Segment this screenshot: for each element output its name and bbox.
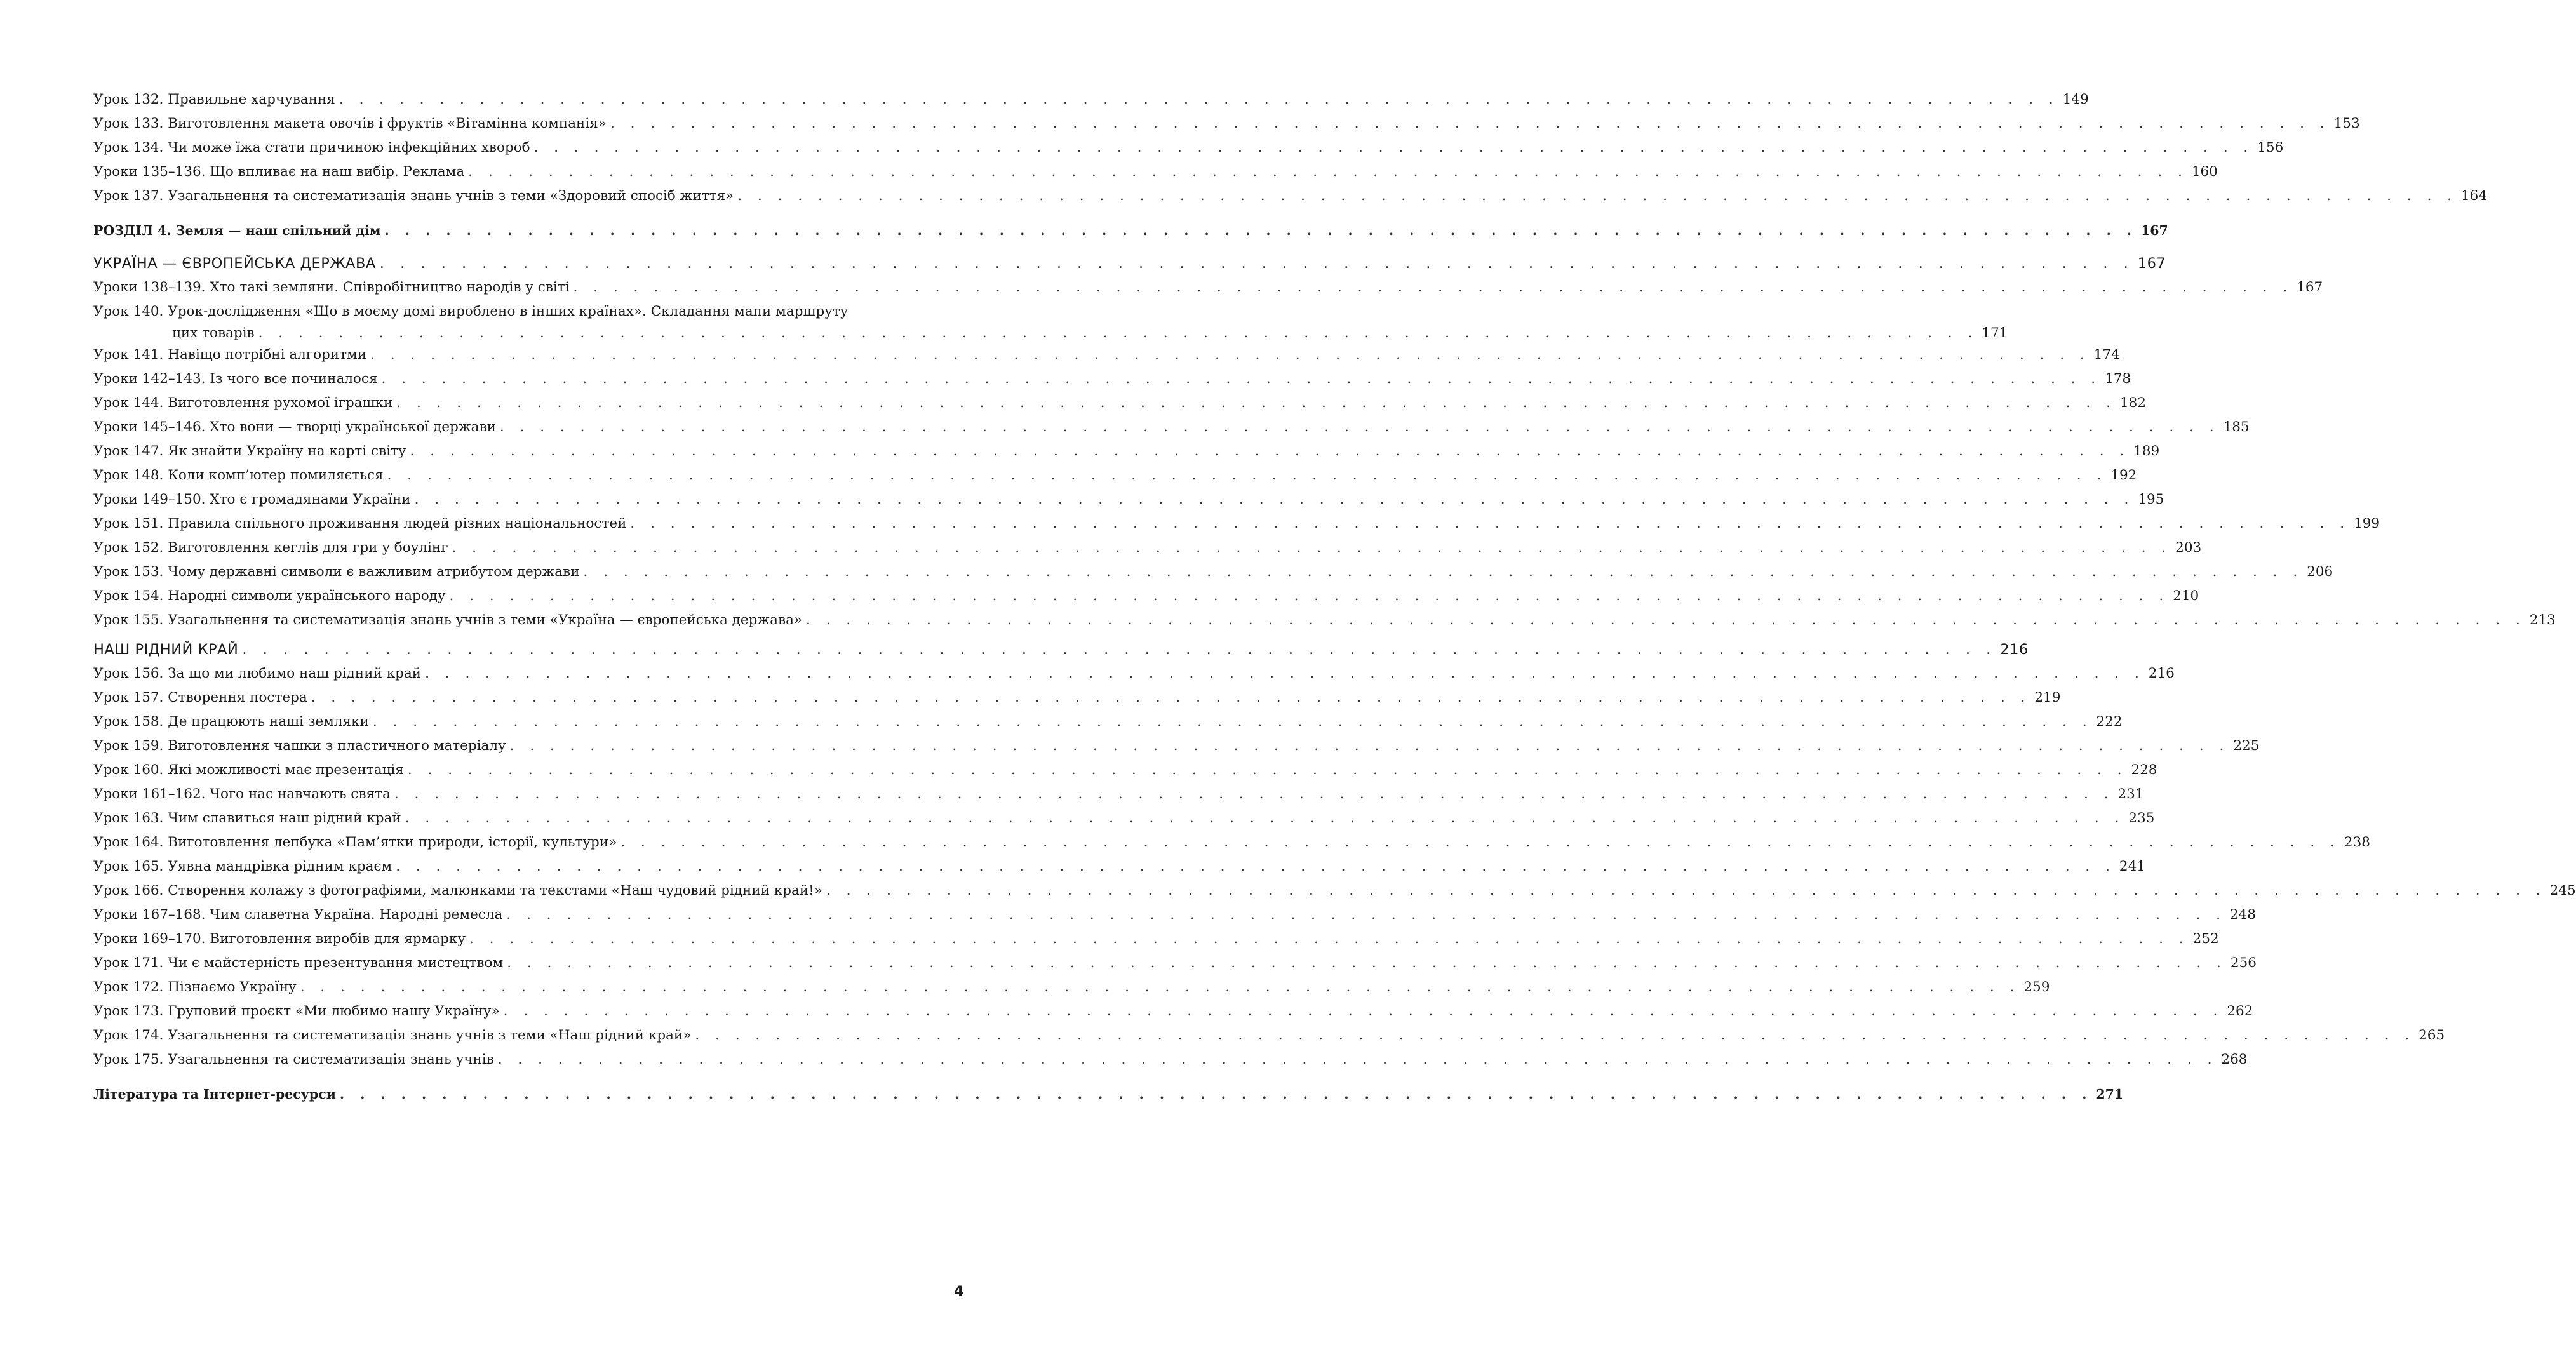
toc-entry-page: 199 [2354, 516, 2380, 531]
toc-entry-title: Урок 173. Груповий проєкт «Ми любимо нашу Україну» [93, 1003, 500, 1019]
toc-leader-dots: . . . . . . . . . . . . . . . . . . . . . . . . . . . . . . . . . . . . . . . . . . . . . . . . . . . . . . . . . . . . . . . . . . . . . . . . . . . . . . . . . . . . . . [573, 279, 2293, 295]
toc-entry-page: 167 [2137, 255, 2166, 272]
toc-entry-page: 241 [2119, 859, 2145, 874]
toc-entry-page: 245 [2549, 883, 2576, 899]
toc-leader-dots: . . . . . . . . . . . . . . . . . . . . . . . . . . . . . . . . . . . . . . . . . . . . . . . . . . . . . . . . . . . . . . . . . . . . . . . . . . . . . . . . . . . . . . [311, 690, 2031, 705]
toc-entry-page: 262 [2227, 1003, 2253, 1019]
toc-entry-page: 216 [2000, 641, 2029, 658]
toc-leader-dots: . . . . . . . . . . . . . . . . . . . . . . . . . . . . . . . . . . . . . . . . . . . . . . . . . . . . . . . . . . . . . . . . . . . . . . . . . . . . . . . . . . . . . . [410, 443, 2130, 459]
toc-leader-dots: . . . . . . . . . . . . . . . . . . . . . . . . . . . . . . . . . . . . . . . . . . . . . . . . . . . . . . . . . . . . . . . . . . . . . . . . . . . . . . . . . . . . . . [630, 516, 2351, 531]
toc-entry[interactable] [93, 999, 2253, 1024]
toc-entry[interactable] [93, 536, 2202, 560]
toc-entry[interactable] [93, 584, 2199, 608]
toc-entry[interactable] [93, 488, 2164, 512]
toc-entry-title: цих товарів [172, 325, 255, 341]
toc-leader-dots: . . . . . . . . . . . . . . . . . . . . . . . . . . . . . . . . . . . . . . . . . . . . . . . . . . . . . . . . . . . . . . . . . . . . . . . . . . . . . . . . . . . . . . [826, 883, 2546, 899]
toc-entry-page: 174 [2093, 347, 2120, 363]
toc-entry-title: Уроки 145–146. Хто вони — творці української держави [93, 419, 496, 435]
toc-leader-dots: . . . . . . . . . . . . . . . . . . . . . . . . . . . . . . . . . . . . . . . . . . . . . . . . . . . . . . . . . . . . . . . . . . . . . . . . . . . . . . . . . . . . . . [533, 140, 2254, 156]
toc-leader-dots: . . . . . . . . . . . . . . . . . . . . . . . . . . . . . . . . . . . . . . . . . . . . . . . . . . . . . . . . . . . . . . . . . . . . . . . . . . . . . . . . . . . . . . [387, 467, 2107, 483]
toc-leader-dots: . . . . . . . . . . . . . . . . . . . . . . . . . . . . . . . . . . . . . . . . . . . . . . . . . . . . . . . . . . . . . . . . . . . . . . . . . . . . . . . . . . . . . . [379, 255, 2134, 272]
toc-entry-page: 271 [2096, 1086, 2124, 1102]
toc-entry-page: 216 [2148, 665, 2175, 681]
toc-entry-title: Урок 134. Чи може їжа стати причиною інфекційних хвороб [93, 140, 530, 156]
toc-entry-page: 256 [2230, 955, 2257, 971]
toc-entry[interactable] [93, 464, 2137, 488]
toc-leader-dots: . . . . . . . . . . . . . . . . . . . . . . . . . . . . . . . . . . . . . . . . . . . . . . . . . . . . . . . . . . . . . . . . . . . . . . . . . . . . . . . . . . . . . . [300, 979, 2020, 995]
toc-leader-dots: . . . . . . . . . . . . . . . . . . . . . . . . . . . . . . . . . . . . . . . . . . . . . . . . . . . . . . . . . . . . . . . . . . . . . . . . . . . . . . . . . . . . . . [414, 491, 2135, 507]
toc-entry-title: Урок 152. Виготовлення кеглів для гри у боулінг [93, 540, 448, 556]
toc-entry[interactable] [93, 686, 2061, 710]
toc-entry-page: 259 [2023, 979, 2050, 995]
toc-entry-page: 167 [2141, 223, 2168, 238]
toc-leader-dots: . . . . . . . . . . . . . . . . . . . . . . . . . . . . . . . . . . . . . . . . . . . . . . . . . . . . . . . . . . . . . . . . . . . . . . . . . . . . . . . . . . . . . . [372, 714, 2093, 730]
toc-entry-title: Урок 156. За що ми любимо наш рідний край [93, 665, 422, 681]
toc-entry-title: УКРАЇНА — ЄВРОПЕЙСЬКА ДЕРЖАВА [93, 255, 376, 272]
toc-leader-dots: . . . . . . . . . . . . . . . . . . . . . . . . . . . . . . . . . . . . . . . . . . . . . . . . . . . . . . . . . . . . . . . . . . . . . . . . . . . . . . . . . . . . . . [469, 931, 2189, 947]
toc-entry[interactable] [93, 560, 2333, 584]
toc-entry[interactable] [93, 710, 2123, 734]
toc-entry-title: Урок 160. Які можливості має презентація [93, 762, 404, 778]
toc-leader-dots: . . . . . . . . . . . . . . . . . . . . . . . . . . . . . . . . . . . . . . . . . . . . . . . . . . . . . . . . . . . . . . . . . . . . . . . . . . . . . . . . . . . . . . [497, 1052, 2218, 1067]
toc-entry-title: Урок 155. Узагальнення та систематизація знань учнів з теми «Україна — європейська держава» [93, 612, 803, 628]
toc-entry-page: 228 [2131, 762, 2157, 778]
toc-entry-page: 167 [2297, 279, 2323, 295]
toc-leader-dots: . . . . . . . . . . . . . . . . . . . . . . . . . . . . . . . . . . . . . . . . . . . . . . . . . . . . . . . . . . . . . . . . . . . . . . . . . . . . . . . . . . . . . . [806, 612, 2526, 628]
toc-entry-title: Урок 159. Виготовлення чашки з пластичного матеріалу [93, 738, 506, 754]
toc-entry-title: Урок 137. Узагальнення та систематизація знань учнів з теми «Здоровий спосіб життя» [93, 188, 734, 204]
toc-entry-title: Урок 147. Як знайти Україну на карті світу [93, 443, 406, 459]
toc-entry-title: Урок 171. Чи є майстерність презентування мистецтвом [93, 955, 504, 971]
toc-entry-title: Література та Інтернет-ресурси [93, 1086, 336, 1102]
toc-entry-title: НАШ РІДНИЙ КРАЙ [93, 641, 239, 658]
toc-entry-page: 231 [2117, 786, 2144, 802]
toc-entry[interactable] [93, 112, 2360, 136]
toc-leader-dots: . . . . . . . . . . . . . . . . . . . . . . . . . . . . . . . . . . . . . . . . . . . . . . . . . . . . . . . . . . . . . . . . . . . . . . . . . . . . . . . . . . . . . . [425, 665, 2145, 681]
toc-entry-page: 149 [2062, 91, 2089, 107]
toc-entry-page: 248 [2229, 907, 2257, 923]
toc-entry-page: 171 [1982, 325, 2008, 341]
toc-entry[interactable] [93, 367, 2131, 391]
toc-entry[interactable] [93, 184, 2488, 208]
toc-leader-dots: . . . . . . . . . . . . . . . . . . . . . . . . . . . . . . . . . . . . . . . . . . . . . . . . . . . . . . . . . . . . . . . . . . . . . . . . . . . . . . . . . . . . . . [339, 91, 2059, 107]
toc-entry-title: Урок 157. Створення постера [93, 690, 307, 705]
toc-leader-dots: . . . . . . . . . . . . . . . . . . . . . . . . . . . . . . . . . . . . . . . . . . . . . . . . . . . . . . . . . . . . . . . . . . . . . . . . . . . . . . . . . . . . . . [695, 1027, 2415, 1043]
toc-entry-title: Уроки 142–143. Із чого все починалося [93, 371, 378, 387]
toc-entry-page: 219 [2034, 690, 2061, 705]
toc-entry-title: Урок 163. Чим славиться наш рідний край [93, 810, 401, 826]
toc-leader-dots: . . . . . . . . . . . . . . . . . . . . . . . . . . . . . . . . . . . . . . . . . . . . . . . . . . . . . . . . . . . . . . . . . . . . . . . . . . . . . . . . . . . . . . [449, 588, 2170, 604]
toc-entry-page: 164 [2460, 188, 2488, 204]
toc-entry-title: Урок 154. Народні символи українського народу [93, 588, 446, 604]
toc-entry[interactable] [93, 391, 2146, 415]
toc-leader-dots: . . . . . . . . . . . . . . . . . . . . . . . . . . . . . . . . . . . . . . . . . . . . . . . . . . . . . . . . . . . . . . . . . . . . . . . . . . . . . . . . . . . . . . [621, 834, 2340, 850]
toc-entry-page: 252 [2192, 931, 2219, 947]
toc-entry[interactable] [93, 415, 2250, 439]
toc-entry-page: 222 [2096, 714, 2123, 730]
toc-entry-title: Уроки 169–170. Виготовлення виробів для ярмарку [93, 931, 466, 947]
toc-entry-page: 210 [2173, 588, 2199, 604]
page-number: 4 [954, 1284, 964, 1300]
toc-entry-title: Уроки 138–139. Хто такі земляни. Співробітництво народів у світі [93, 279, 570, 295]
table-of-contents [93, 88, 2576, 1106]
toc-entry-page: 213 [2529, 612, 2556, 628]
toc-entry[interactable] [93, 160, 2218, 184]
toc-entry[interactable] [93, 136, 2284, 160]
toc-leader-dots: . . . . . . . . . . . . . . . . . . . . . . . . . . . . . . . . . . . . . . . . . . . . . . . . . . . . . . . . . . . . . . . . . . . . . . . . . . . . . . . . . . . . . . [468, 164, 2188, 180]
toc-section-heading[interactable] [93, 218, 2168, 243]
toc-entry-page: 185 [2223, 419, 2250, 435]
toc-leader-dots: . . . . . . . . . . . . . . . . . . . . . . . . . . . . . . . . . . . . . . . . . . . . . . . . . . . . . . . . . . . . . . . . . . . . . . . . . . . . . . . . . . . . . . [394, 786, 2114, 802]
toc-entry-page: 192 [2110, 467, 2137, 483]
toc-leader-dots: . . . . . . . . . . . . . . . . . . . . . . . . . . . . . . . . . . . . . . . . . . . . . . . . . . . . . . . . . . . . . . . . . . . . . . . . . . . . . . . . . . . . . . [737, 188, 2457, 204]
toc-entry[interactable] [93, 662, 2175, 686]
toc-entry-page: 195 [2138, 491, 2164, 507]
toc-leader-dots: . . . . . . . . . . . . . . . . . . . . . . . . . . . . . . . . . . . . . . . . . . . . . . . . . . . . . . . . . . . . . . . . . . . . . . . . . . . . . . . . . . . . . . [583, 564, 2304, 580]
toc-leader-dots: . . . . . . . . . . . . . . . . . . . . . . . . . . . . . . . . . . . . . . . . . . . . . . . . . . . . . . . . . . . . . . . . . . . . . . . . . . . . . . . . . . . . . . [503, 1003, 2224, 1019]
toc-leader-dots: . . . . . . . . . . . . . . . . . . . . . . . . . . . . . . . . . . . . . . . . . . . . . . . . . . . . . . . . . . . . . . . . . . . . . . . . . . . . . . . . . . . . . . [499, 419, 2220, 435]
toc-leader-dots: . . . . . . . . . . . . . . . . . . . . . . . . . . . . . . . . . . . . . . . . . . . . . . . . . . . . . . . . . . . . . . . . . . . . . . . . . . . . . . . . . . . . . . [384, 223, 2138, 238]
toc-entry-title: Уроки 167–168. Чим славетна Україна. Народні ремесла [93, 907, 503, 923]
toc-entry-page: 160 [2191, 164, 2218, 180]
toc-entry-page: 156 [2257, 140, 2284, 156]
toc-entry[interactable] [93, 903, 2257, 927]
toc-entry-page: 189 [2133, 443, 2160, 459]
toc-entry-continuation[interactable] [93, 324, 2008, 343]
toc-entry-title: Урок 158. Де працюють наші земляки [93, 714, 369, 730]
toc-entry[interactable] [93, 1048, 2248, 1072]
toc-topic-heading[interactable] [93, 251, 2166, 276]
toc-entry[interactable] [93, 782, 2144, 806]
toc-entry-page: 265 [2418, 1027, 2445, 1043]
toc-leader-dots: . . . . . . . . . . . . . . . . . . . . . . . . . . . . . . . . . . . . . . . . . . . . . . . . . . . . . . . . . . . . . . . . . . . . . . . . . . . . . . . . . . . . . . [509, 738, 2230, 754]
toc-leader-dots: . . . . . . . . . . . . . . . . . . . . . . . . . . . . . . . . . . . . . . . . . . . . . . . . . . . . . . . . . . . . . . . . . . . . . . . . . . . . . . . . . . . . . . [242, 641, 1997, 658]
toc-leader-dots: . . . . . . . . . . . . . . . . . . . . . . . . . . . . . . . . . . . . . . . . . . . . . . . . . . . . . . . . . . . . . . . . . . . . . . . . . . . . . . . . . . . . . . [258, 325, 1978, 341]
toc-section-heading[interactable] [93, 1082, 2124, 1106]
toc-entry-title: Урок 166. Створення колажу з фотографіями, малюнками та текстами «Наш чудовий рідний край!» [93, 883, 822, 899]
toc-entry[interactable] [93, 608, 2556, 632]
toc-entry-page: 225 [2233, 738, 2260, 754]
toc-entry[interactable] [93, 758, 2157, 782]
toc-entry[interactable] [93, 1024, 2445, 1048]
toc-entry-title: Урок 174. Узагальнення та систематизація знань учнів з теми «Наш рідний край» [93, 1027, 692, 1043]
toc-entry-title: Урок 148. Коли комп’ютер помиляється [93, 467, 384, 483]
toc-leader-dots: . . . . . . . . . . . . . . . . . . . . . . . . . . . . . . . . . . . . . . . . . . . . . . . . . . . . . . . . . . . . . . . . . . . . . . . . . . . . . . . . . . . . . . [407, 762, 2128, 778]
toc-entry[interactable] [93, 975, 2050, 999]
toc-entry-page: 268 [2221, 1052, 2248, 1067]
toc-entry[interactable] [93, 806, 2155, 831]
toc-entry-title: Урок 172. Пізнаємо Україну [93, 979, 297, 995]
toc-entry-title: Урок 153. Чому державні символи є важливим атрибутом держави [93, 564, 580, 580]
toc-entry[interactable] [93, 439, 2160, 464]
toc-entry[interactable] [93, 512, 2380, 536]
toc-entry-title: Урок 164. Виготовлення лепбука «Пам’ятки природи, історії, культури» [93, 834, 617, 850]
toc-entry-page: 182 [2119, 395, 2146, 411]
toc-entry[interactable] [93, 879, 2576, 903]
toc-leader-dots: . . . . . . . . . . . . . . . . . . . . . . . . . . . . . . . . . . . . . . . . . . . . . . . . . . . . . . . . . . . . . . . . . . . . . . . . . . . . . . . . . . . . . . [396, 859, 2116, 874]
toc-leader-dots: . . . . . . . . . . . . . . . . . . . . . . . . . . . . . . . . . . . . . . . . . . . . . . . . . . . . . . . . . . . . . . . . . . . . . . . . . . . . . . . . . . . . . . [507, 955, 2227, 971]
toc-entry-page: 153 [2333, 116, 2360, 131]
toc-entry-title: Уроки 135–136. Що впливає на наш вибір. Реклама [93, 164, 465, 180]
toc-topic-heading[interactable] [93, 638, 2029, 662]
toc-entry-title: Урок 151. Правила спільного проживання людей різних національностей [93, 516, 627, 531]
toc-entry[interactable] [93, 734, 2260, 758]
toc-leader-dots: . . . . . . . . . . . . . . . . . . . . . . . . . . . . . . . . . . . . . . . . . . . . . . . . . . . . . . . . . . . . . . . . . . . . . . . . . . . . . . . . . . . . . . [610, 116, 2330, 131]
toc-leader-dots: . . . . . . . . . . . . . . . . . . . . . . . . . . . . . . . . . . . . . . . . . . . . . . . . . . . . . . . . . . . . . . . . . . . . . . . . . . . . . . . . . . . . . . [370, 347, 2090, 363]
toc-entry-title: Урок 144. Виготовлення рухомої іграшки [93, 395, 393, 411]
toc-entry-title: Урок 132. Правильне харчування [93, 91, 335, 107]
toc-entry[interactable] [93, 831, 2370, 855]
toc-entry-title: Урок 165. Уявна мандрівка рідним краєм [93, 859, 392, 874]
toc-entry-page: 235 [2128, 810, 2155, 826]
toc-entry[interactable] [93, 88, 2089, 112]
toc-entry-title: Урок 133. Виготовлення макета овочів і фруктів «Вітамінна компанія» [93, 116, 607, 131]
toc-entry-page: 178 [2105, 371, 2131, 387]
toc-entry-title: Урок 175. Узагальнення та систематизація знань учнів [93, 1052, 494, 1067]
toc-entry[interactable] [93, 855, 2145, 879]
toc-leader-dots: . . . . . . . . . . . . . . . . . . . . . . . . . . . . . . . . . . . . . . . . . . . . . . . . . . . . . . . . . . . . . . . . . . . . . . . . . . . . . . . . . . . . . . [506, 907, 2226, 923]
toc-entry-title: Уроки 149–150. Хто є громадянами України [93, 491, 411, 507]
toc-leader-dots: . . . . . . . . . . . . . . . . . . . . . . . . . . . . . . . . . . . . . . . . . . . . . . . . . . . . . . . . . . . . . . . . . . . . . . . . . . . . . . . . . . . . . . [339, 1086, 2093, 1102]
toc-leader-dots: . . . . . . . . . . . . . . . . . . . . . . . . . . . . . . . . . . . . . . . . . . . . . . . . . . . . . . . . . . . . . . . . . . . . . . . . . . . . . . . . . . . . . . [381, 371, 2102, 387]
toc-entry-title: Уроки 161–162. Чого нас навчають свята [93, 786, 391, 802]
toc-leader-dots: . . . . . . . . . . . . . . . . . . . . . . . . . . . . . . . . . . . . . . . . . . . . . . . . . . . . . . . . . . . . . . . . . . . . . . . . . . . . . . . . . . . . . . [405, 810, 2125, 826]
toc-entry-first-line[interactable]: Урок 140. Урок-дослідження «Що в моєму домі вироблено в інших країнах». Складання мапи маршруту [93, 304, 849, 319]
toc-leader-dots: . . . . . . . . . . . . . . . . . . . . . . . . . . . . . . . . . . . . . . . . . . . . . . . . . . . . . . . . . . . . . . . . . . . . . . . . . . . . . . . . . . . . . . [396, 395, 2116, 411]
toc-entry-title: Урок 141. Навіщо потрібні алгоритми [93, 347, 367, 363]
toc-entry[interactable] [93, 343, 2120, 367]
toc-entry[interactable] [93, 276, 2323, 300]
toc-entry-page: 203 [2175, 540, 2202, 556]
toc-leader-dots: . . . . . . . . . . . . . . . . . . . . . . . . . . . . . . . . . . . . . . . . . . . . . . . . . . . . . . . . . . . . . . . . . . . . . . . . . . . . . . . . . . . . . . [452, 540, 2172, 556]
toc-entry-page: 206 [2307, 564, 2333, 580]
toc-entry[interactable] [93, 927, 2219, 951]
toc-entry-title: РОЗДІЛ 4. Земля — наш спільний дім [93, 223, 381, 238]
toc-entry-page: 238 [2344, 834, 2370, 850]
toc-entry[interactable] [93, 951, 2257, 975]
